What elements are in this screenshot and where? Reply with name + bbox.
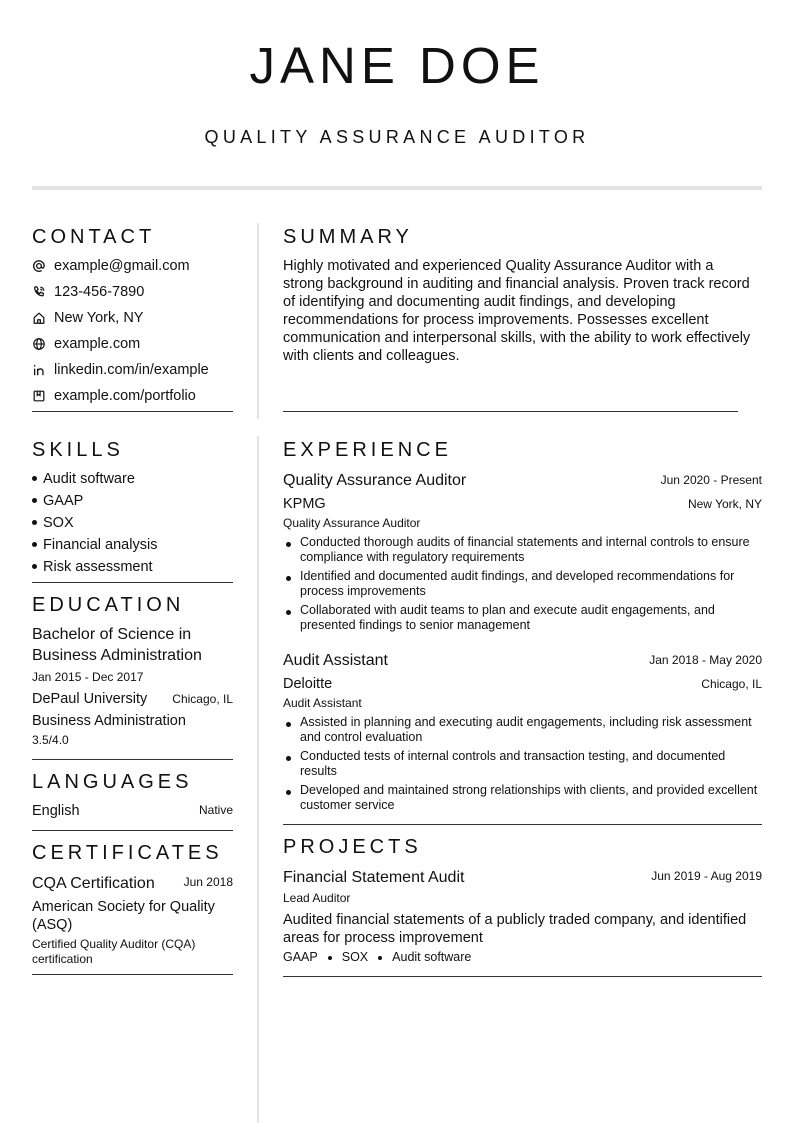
project-description: Audited financial statements of a publicly traded company, and identified areas for process improvement: [283, 912, 747, 946]
contact-phone-text: 123-456-7890: [54, 284, 145, 300]
list-item: Conducted tests of internal controls and transaction testing, and documented results: [283, 749, 763, 779]
header-divider: [32, 186, 762, 190]
list-item: Conducted thorough audits of financial statements and internal controls to ensure compliance with regulatory requirements: [283, 535, 763, 565]
summary-text: Highly motivated and experienced Quality Assurance Auditor with a strong background in auditing and financial analysis. Proven track record of identifying and documenting audit findings, and developing recommendations for process improvements. Possesses excellent communication and interpersonal skills, with the ability to work effectively with clients and colleagues.: [283, 258, 751, 364]
job-company: Deloitte: [283, 676, 333, 692]
languages-heading: LANGUAGES: [32, 771, 193, 793]
bullet-icon: [32, 564, 37, 569]
skill-item: Audit software: [32, 470, 135, 488]
language-level: Native: [198, 803, 233, 817]
certificates-heading: CERTIFICATES: [32, 842, 223, 864]
bullet-icon: [32, 476, 37, 481]
job-dates: Jan 2018 - May 2020: [649, 653, 762, 667]
candidate-name: JANE DOE: [249, 37, 545, 94]
job-bullets: [283, 715, 763, 817]
certificate-issuer-line1: American Society for Quality: [32, 899, 215, 915]
list-item: Identified and documented audit findings, and developed recommendations for process improvements: [283, 569, 763, 599]
project-role: Lead Auditor: [283, 891, 351, 905]
project-tags: [283, 950, 471, 965]
skills-heading: SKILLS: [32, 439, 124, 461]
education-field: Business Administration: [32, 713, 186, 729]
certificates-divider: [32, 974, 233, 975]
experience-divider: [283, 824, 762, 825]
projects-heading: PROJECTS: [283, 836, 422, 858]
separator-dot-icon: [328, 956, 332, 960]
project-title: Financial Statement Audit: [283, 869, 465, 886]
job-subtitle: Quality Assurance Auditor: [283, 516, 421, 530]
contact-website[interactable]: [32, 334, 140, 354]
education-divider: [32, 759, 233, 760]
skill-item: Risk assessment: [32, 558, 153, 576]
bullet-icon: [32, 520, 37, 525]
job-dates: Jun 2020 - Present: [660, 473, 762, 487]
language-name: English: [32, 803, 80, 819]
education-gpa: 3.5/4.0: [32, 733, 69, 747]
contact-email[interactable]: [32, 256, 190, 276]
certificate-date: Jun 2018: [183, 875, 233, 889]
skill-item: SOX: [32, 514, 74, 532]
certificate-name: CQA Certification: [32, 875, 155, 892]
summary-heading: SUMMARY: [283, 226, 413, 248]
separator-dot-icon: [378, 956, 382, 960]
list-item: Assisted in planning and executing audit engagements, including risk assessment and control evaluation: [283, 715, 763, 745]
contact-portfolio-text: example.com/portfolio: [54, 388, 196, 404]
certificate-desc-line2: certification: [32, 952, 93, 966]
certificate-issuer-line2: (ASQ): [32, 917, 73, 933]
education-location: Chicago, IL: [172, 692, 233, 706]
bullet-icon: [32, 498, 37, 503]
project-tag: SOX: [341, 950, 369, 964]
job-title: Audit Assistant: [283, 652, 388, 669]
skill-item: GAAP: [32, 492, 83, 510]
list-item: Collaborated with audit teams to plan and execute audit engagements, and presented findings to senior management: [283, 603, 763, 633]
linkedin-icon: [32, 363, 46, 377]
job-location: Chicago, IL: [701, 677, 762, 691]
skill-item: Financial analysis: [32, 536, 157, 554]
education-heading: EDUCATION: [32, 594, 185, 616]
job-title: Quality Assurance Auditor: [283, 472, 467, 489]
project-dates: Jun 2019 - Aug 2019: [651, 869, 762, 883]
globe-icon: [32, 337, 46, 351]
contact-location-text: New York, NY: [54, 310, 144, 326]
contact-phone[interactable]: [32, 282, 144, 302]
certificate-desc-line1: Certified Quality Auditor (CQA): [32, 937, 196, 951]
candidate-role: QUALITY ASSURANCE AUDITOR: [204, 127, 590, 147]
education-dates: Jan 2015 - Dec 2017: [32, 670, 144, 684]
contact-location: [32, 308, 143, 328]
education-degree-line1: Bachelor of Science in: [32, 626, 192, 643]
job-company: KPMG: [283, 496, 326, 512]
skills-divider: [32, 582, 233, 583]
contact-email-text: example@gmail.com: [54, 258, 190, 274]
contact-portfolio[interactable]: [32, 386, 196, 406]
phone-icon: [32, 285, 46, 299]
contact-linkedin-text: linkedin.com/in/example: [54, 362, 209, 378]
project-tag: Audit software: [392, 950, 472, 964]
experience-heading: EXPERIENCE: [283, 439, 452, 461]
contact-website-text: example.com: [54, 336, 141, 352]
project-tag: GAAP: [283, 950, 318, 964]
job-location: New York, NY: [687, 497, 762, 511]
summary-divider: [283, 411, 738, 412]
home-icon: [32, 311, 46, 325]
contact-divider: [32, 411, 233, 412]
bullet-icon: [32, 542, 37, 547]
languages-divider: [32, 830, 233, 831]
job-subtitle: Audit Assistant: [283, 696, 362, 710]
contact-heading: CONTACT: [32, 226, 156, 248]
education-school: DePaul University: [32, 691, 148, 707]
portfolio-icon: [32, 389, 46, 403]
job-bullets: [283, 535, 763, 637]
projects-divider: [283, 976, 762, 977]
education-degree-line2: Business Administration: [32, 647, 202, 664]
column-divider-top: [257, 223, 259, 419]
column-divider-bottom: [257, 436, 259, 1123]
contact-linkedin[interactable]: [32, 360, 209, 380]
at-icon: [32, 259, 46, 273]
list-item: Developed and maintained strong relationships with clients, and provided excellent customer service: [283, 783, 763, 813]
